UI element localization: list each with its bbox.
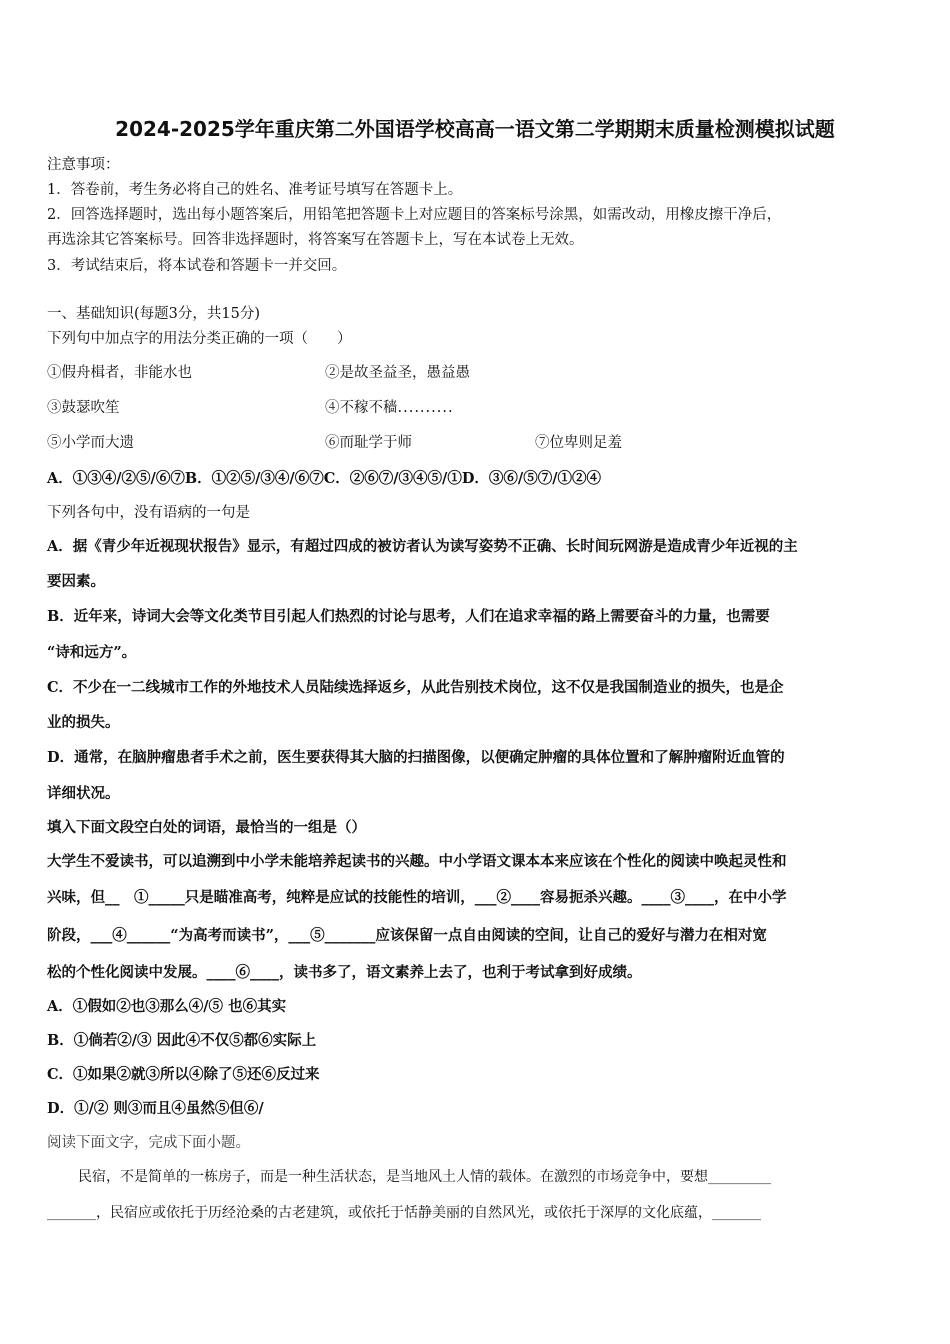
q3-option-b: B．①倘若②/③ 因此④不仅⑤都⑥实际上 — [47, 1032, 317, 1049]
q1-option-3: ③鼓瑟吹笙 — [47, 400, 120, 416]
q1-option-4-text: ④不稼不穑 — [325, 400, 398, 416]
q3-option-a: A．①假如②也③那么④/⑤ 也⑥其实 — [47, 998, 287, 1015]
q3-passage-line4: 松的个性化阅读中发展。____⑥____，读书多了，语文素养上去了，也利于考试拿到好成绩。 — [47, 964, 642, 981]
q2-option-a-line1: A．据《青少年近视现状报告》显示，有超过四成的被访者认为读写姿势不正确、长时间玩网游是造成青少年近视的主 — [47, 538, 798, 555]
q3-passage-line3: 阶段，___④______“为高考而读书”，___⑤_______应该保留一点自由阅读的空间，让自己的爱好与潜力在相对宽 — [47, 927, 767, 944]
notice-item-3: 3．考试结束后，将本试卷和答题卡一并交回。 — [47, 258, 347, 274]
q3-option-c: C．①如果②就③所以④除了⑤还⑥反过来 — [47, 1066, 320, 1083]
q1-stem: 下列句中加点字的用法分类正确的一项（ ） — [47, 331, 352, 347]
q2-option-d-line1: D．通常，在脑肿瘤患者手术之前，医生要获得其大脑的扫描图像，以便确定肿瘤的具体位置和了解肿瘤附近血管的 — [47, 749, 785, 766]
q2-option-a-line2: 要因素。 — [47, 573, 105, 590]
q2-option-c-line1: C．不少在一二线城市工作的外地技术人员陆续选择返乡，从此告别技术岗位，这不仅是我国制造业的损失，也是企 — [47, 679, 784, 696]
q3-stem: 填入下面文段空白处的词语，最恰当的一组是（） — [47, 819, 366, 836]
q3-passage-line2: 兴味，但__ ①_____只是瞄准高考，纯粹是应试的技能性的培训，___②____容易扼杀兴趣。____③____，在中小学 — [47, 889, 787, 906]
q1-answers: A．①③④/②⑤/⑥⑦B．①②⑤/③④/⑥⑦C．②⑥⑦/③④⑤/①D．③⑥/⑤⑦/①②④ — [47, 470, 601, 487]
q2-option-b-line1: B．近年来，诗词大会等文化类节目引起人们热烈的讨论与思考，人们在追求幸福的路上需要奋斗的力量，也需要 — [47, 608, 770, 625]
q1-option-7: ⑦位卑则足羞 — [535, 435, 622, 451]
page-title: 2024-2025学年重庆第二外国语学校高高一语文第二学期期末质量检测模拟试题 — [115, 117, 835, 141]
q3-passage-line1: 大学生不爱读书，可以追溯到中小学未能培养起读书的兴趣。中小学语文课本本来应该在个性化的阅读中唤起灵性和 — [47, 853, 787, 870]
notice-item-2a: 2．回答选择题时，选出每小题答案后，用铅笔把答题卡上对应题目的答案标号涂黑，如需改动，用橡皮擦干净后， — [47, 207, 782, 223]
q2-stem: 下列各句中，没有语病的一句是 — [47, 505, 250, 521]
q1-option-2: ②是故圣益圣，愚益愚 — [325, 365, 470, 381]
notice-item-1: 1．答卷前，考生务必将自己的姓名、准考证号填写在答题卡上。 — [47, 182, 463, 198]
q1-option-5: ⑤小学而大遗 — [47, 435, 134, 451]
reading-passage-line2: _______，民宿应或依托于历经沧桑的古老建筑，或依托于恬静美丽的自然风光，或依托于深厚的文化底蕴，_______ — [47, 1205, 761, 1221]
q2-option-b-line2: “诗和远方”。 — [47, 644, 137, 661]
q2-option-c-line2: 业的损失。 — [47, 714, 120, 731]
q1-option-6: ⑥而耻学于师 — [325, 435, 412, 451]
notice-heading: 注意事项： — [47, 157, 120, 173]
q3-option-d: D．①/② 则③而且④虽然⑤但⑥/ — [47, 1100, 264, 1117]
q1-option-1: ①假舟楫者，非能水也 — [47, 365, 192, 381]
reading-passage-line1: 民宿，不是简单的一栋房子，而是一种生活状态，是当地风土人情的载体。在激烈的市场竞争中，要想_________ — [78, 1169, 771, 1185]
reading-intro: 阅读下面文字，完成下面小题。 — [47, 1135, 250, 1151]
q2-option-d-line2: 详细状况。 — [47, 785, 120, 802]
emphasis-dots: .......... — [397, 400, 454, 416]
notice-item-2b: 再选涂其它答案标号。回答非选择题时，将答案写在答题卡上，写在本试卷上无效。 — [47, 232, 584, 248]
q1-option-4 — [325, 396, 454, 417]
section-heading: 一、基础知识(每题3分，共15分) — [47, 306, 260, 322]
